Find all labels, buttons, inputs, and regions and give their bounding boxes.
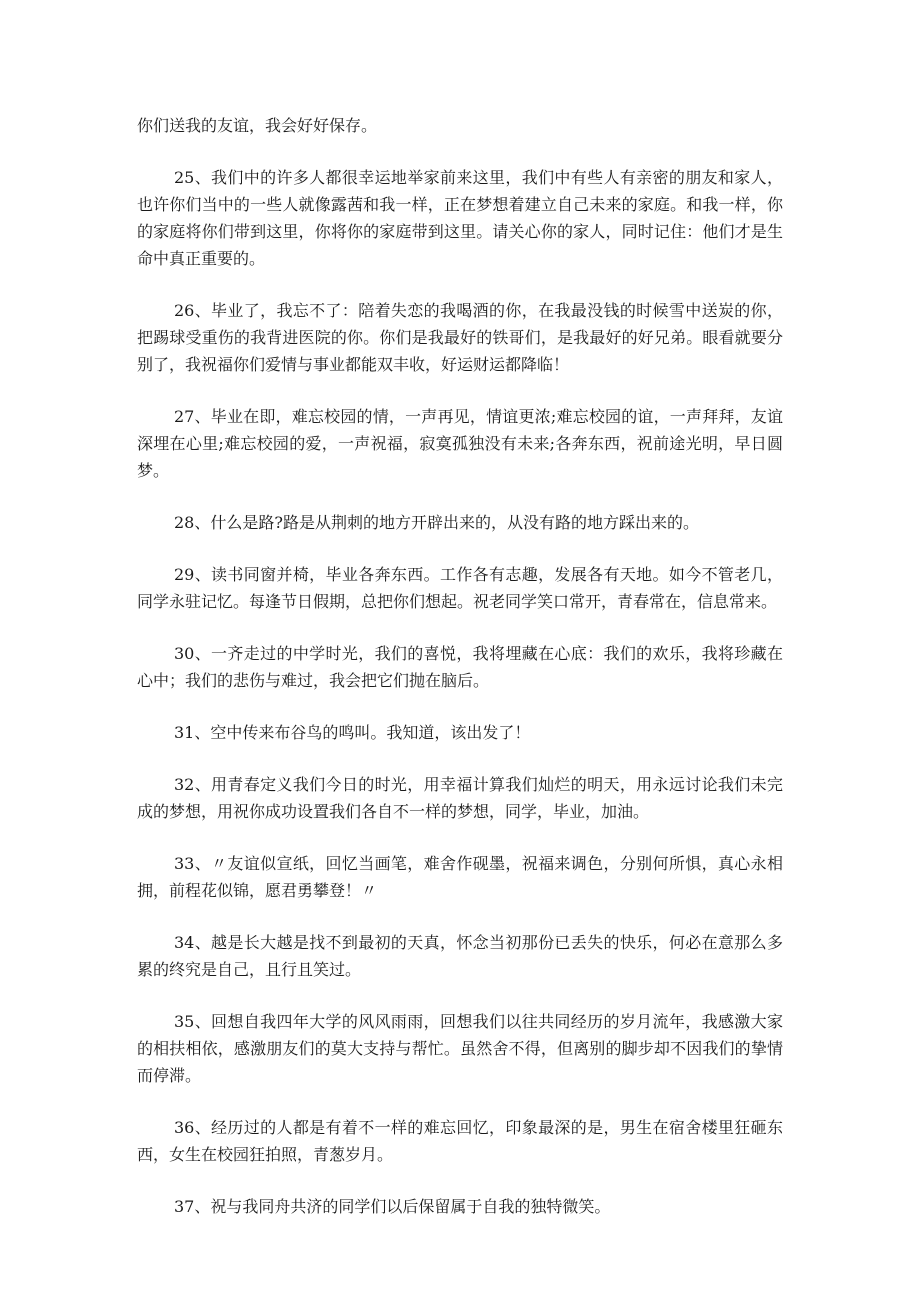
paragraph-34: 34、越是长大越是找不到最初的天真，怀念当初那份已丢失的快乐，何必在意那么多累的终究是自己，且行且笑过。: [137, 933, 783, 979]
paragraph-37: 37、祝与我同舟共济的同学们以后保留属于自我的独特微笑。: [174, 1197, 611, 1216]
paragraph-33: 33、〃友谊似宣纸，回忆当画笔，难舍作砚墨，祝福来调色，分别何所惧，真心永相拥，前程花似锦，愿君勇攀登！〃: [137, 854, 783, 900]
paragraph-36: 36、经历过的人都是有着不一样的难忘回忆，印象最深的是，男生在宿舍楼里狂砸东西，女生在校园狂拍照，青葱岁月。: [137, 1118, 783, 1164]
paragraph-30: 30、一齐走过的中学时光，我们的喜悦，我将埋藏在心底：我们的欢乐，我将珍藏在心中；我们的悲伤与难过，我会把它们抛在脑后。: [137, 644, 783, 690]
paragraph-26: 26、毕业了，我忘不了：陪着失恋的我喝酒的你，在我最没钱的时候雪中送炭的你，把踢球受重伤的我背进医院的你。你们是我最好的铁哥们，是我最好的好兄弟。眼看就要分别了，我祝福你们爱情与事业都能双丰收，好运财运都降临！: [137, 301, 783, 374]
paragraph-27: 27、毕业在即，难忘校园的情，一声再见，情谊更浓;难忘校园的谊，一声拜拜，友谊深埋在心里;难忘校园的爱，一声祝福，寂寞孤独没有未来;各奔东西，祝前途光明，早日圆梦。: [137, 407, 783, 480]
paragraph-35: 35、回想自我四年大学的风风雨雨，回想我们以往共同经历的岁月流年，我感激大家的相扶相依，感激朋友们的莫大支持与帮忙。虽然舍不得，但离别的脚步却不因我们的挚情而停滞。: [137, 1012, 783, 1085]
document-body: [137, 112, 783, 1245]
paragraph-25: 25、我们中的许多人都很幸运地举家前来这里，我们中有些人有亲密的朋友和家人，也许你们当中的一些人就像露茜和我一样，正在梦想着建立自己未来的家庭。和我一样，你的家庭将你们带到这里，你将你的家庭带到这里。请关心你的家人，同时记住：他们才是生命中真正重要的。: [137, 168, 783, 268]
paragraph-continuation: 你们送我的友谊，我会好好保存。: [137, 116, 378, 135]
paragraph-32: 32、用青春定义我们今日的时光，用幸福计算我们灿烂的明天，用永远讨论我们未完成的梦想，用祝你成功设置我们各自不一样的梦想，同学，毕业，加油。: [137, 775, 783, 821]
paragraph-28: 28、什么是路?路是从荆刺的地方开辟出来的，从没有路的地方踩出来的。: [174, 513, 699, 532]
paragraph-31: 31、空中传来布谷鸟的鸣叫。我知道，该出发了！: [174, 723, 531, 742]
paragraph-29: 29、读书同窗并椅，毕业各奔东西。工作各有志趣，发展各有天地。如今不管老几，同学永驻记忆。每逢节日假期，总把你们想起。祝老同学笑口常开，青春常在，信息常来。: [137, 565, 783, 611]
